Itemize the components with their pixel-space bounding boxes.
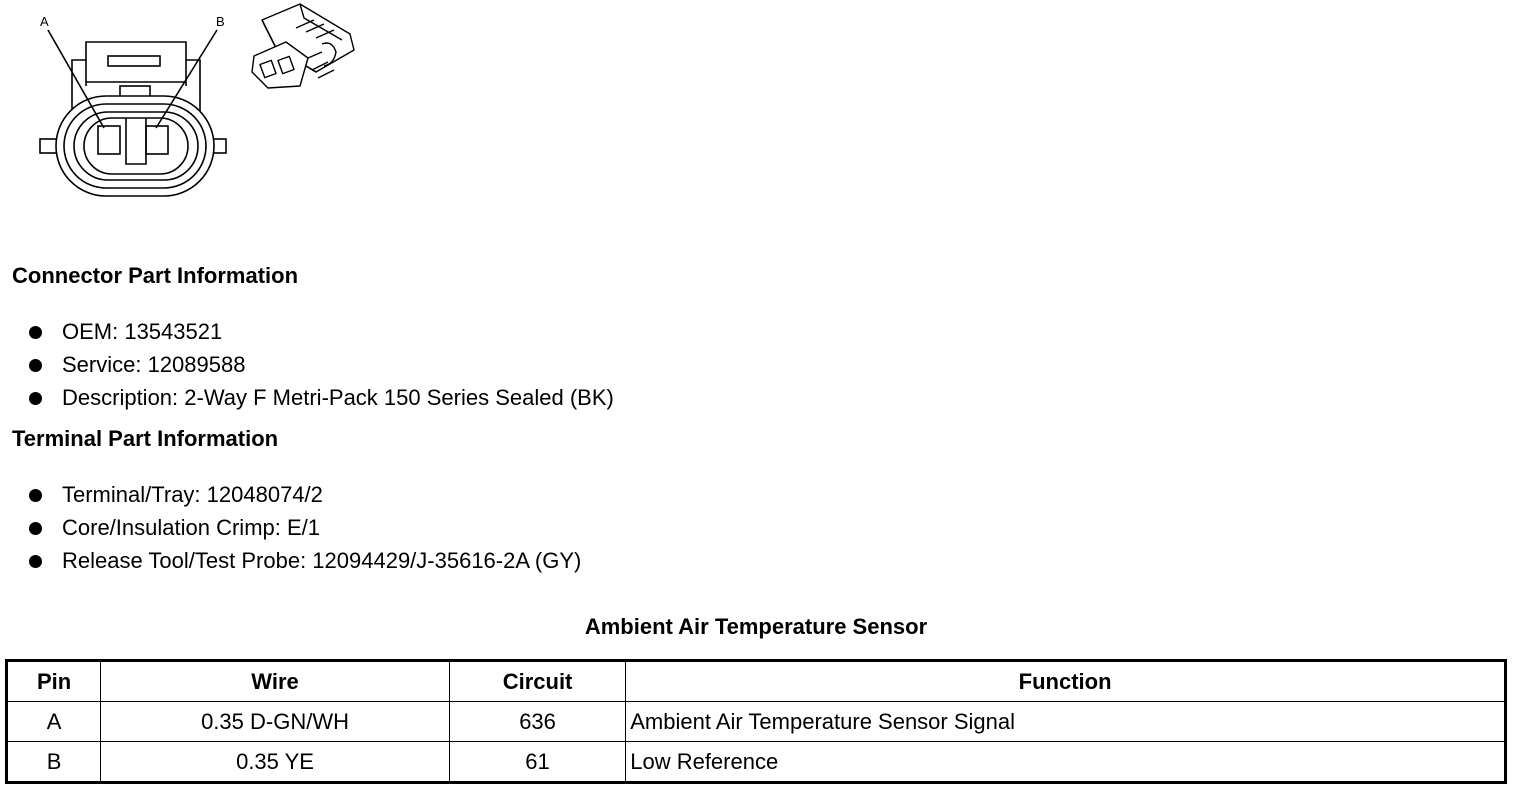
header-circuit: Circuit	[449, 661, 625, 702]
list-item-text: Service: 12089588	[62, 352, 246, 377]
header-wire: Wire	[101, 661, 450, 702]
terminal-info-list	[0, 478, 581, 577]
list-item-text: OEM: 13543521	[62, 319, 223, 344]
list-item	[0, 511, 581, 544]
bullet-icon	[29, 359, 42, 372]
list-item	[0, 544, 581, 577]
bullet-icon	[29, 555, 42, 568]
pin-b-label: B	[216, 14, 225, 29]
pinout-table	[5, 659, 1507, 784]
list-item-text: Terminal/Tray: 12048074/2	[62, 482, 323, 507]
cell-circuit: 61	[449, 742, 625, 783]
cell-pin: B	[7, 742, 101, 783]
bullet-icon	[29, 326, 42, 339]
cell-pin: A	[7, 702, 101, 742]
table-row	[7, 702, 1506, 742]
table-row	[7, 742, 1506, 783]
table-header-row	[7, 661, 1506, 702]
list-item	[0, 381, 614, 414]
table-title: Ambient Air Temperature Sensor	[584, 614, 928, 639]
connector-drawing	[0, 0, 380, 210]
pin-a-label: A	[40, 14, 49, 29]
header-pin: Pin	[7, 661, 101, 702]
bullet-icon	[29, 392, 42, 405]
connector-info-list	[0, 315, 614, 414]
list-item-text: Description: 2-Way F Metri-Pack 150 Series Sealed (BK)	[62, 385, 614, 410]
list-item	[0, 478, 581, 511]
cell-wire: 0.35 D-GN/WH	[101, 702, 450, 742]
connector-isometric-icon	[252, 4, 354, 88]
connector-info-heading: Connector Part Information	[12, 263, 299, 288]
cell-wire: 0.35 YE	[101, 742, 450, 783]
cell-circuit: 636	[449, 702, 625, 742]
bullet-icon	[29, 489, 42, 502]
list-item-text: Core/Insulation Crimp: E/1	[62, 515, 320, 540]
cell-function: Ambient Air Temperature Sensor Signal	[626, 702, 1506, 742]
bullet-icon	[29, 522, 42, 535]
list-item-text: Release Tool/Test Probe: 12094429/J-35616-2A (GY)	[62, 548, 582, 573]
list-item	[0, 348, 614, 381]
header-function: Function	[626, 661, 1506, 702]
terminal-info-heading: Terminal Part Information	[12, 426, 279, 451]
cell-function: Low Reference	[626, 742, 1506, 783]
list-item	[0, 315, 614, 348]
